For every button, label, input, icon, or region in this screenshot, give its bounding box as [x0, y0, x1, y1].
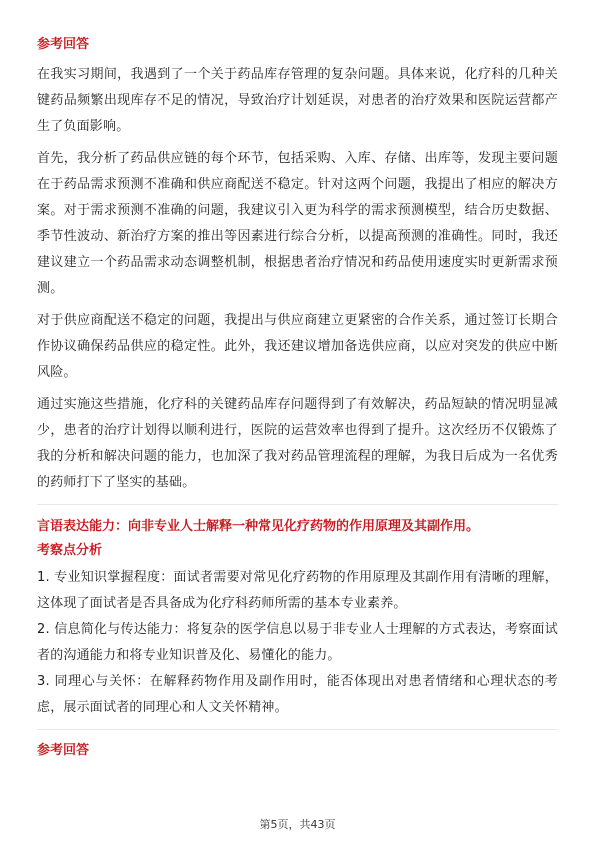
answer-paragraph: 在我实习期间，我遇到了一个关于药品库存管理的复杂问题。具体来说，化疗科的几种关键药品频繁出现库存不足的情况，导致治疗计划延误，对患者的治疗效果和医院运营都产生了负面影响。	[37, 67, 558, 134]
reference-answer-heading: 参考回答	[37, 743, 90, 758]
answer-paragraph: 通过实施这些措施，化疗科的关键药品库存问题得到了有效解决，药品短缺的情况明显减少，患者的治疗计划得以顺利进行，医院的运营效率也得到了提升。这次经历不仅锻炼了我的分析和解决问题的能力，也加深了我对药品管理流程的理解，为我日后成为一名优秀的药师打下了坚实的基础。	[37, 397, 558, 490]
analysis-heading: 考察点分析	[37, 543, 103, 558]
analysis-point: 2. 信息简化与传达能力：将复杂的医学信息以易于非专业人士理解的方式表达，考察面试者的沟通能力和将专业知识普及化、易懂化的能力。	[37, 622, 558, 663]
analysis-point: 3. 同理心与关怀：在解释药物作用及副作用时，能否体现出对患者情绪和心理状态的考虑，展示面试者的同理心和人文关怀精神。	[37, 674, 558, 715]
section-divider	[37, 729, 558, 730]
page-number: 第5页，共43页	[259, 818, 336, 831]
reference-answer-heading: 参考回答	[37, 37, 90, 52]
analysis-point: 1. 专业知识掌握程度：面试者需要对常见化疗药物的作用原理及其副作用有清晰的理解，这体现了面试者是否具备成为化疗科药师所需的基本专业素养。	[37, 570, 558, 611]
answer-paragraph: 对于供应商配送不稳定的问题，我提出与供应商建立更紧密的合作关系，通过签订长期合作协议确保药品供应的稳定性。此外，我还建议增加备选供应商，以应对突发的供应中断风险。	[37, 313, 558, 380]
answer-paragraph: 首先，我分析了药品供应链的每个环节，包括采购、入库、存储、出库等，发现主要问题在于药品需求预测不准确和供应商配送不稳定。针对这两个问题，我提出了相应的解决方案。对于需求预测不准确的问题，我建议引入更为科学的需求预测模型，结合历史数据、季节性波动、新治疗方案的推出等因素进行综合分析，以提高预测的准确性。同时，我还建议建立一个药品需求动态调整机制，根据患者治疗情况和药品使用速度实时更新需求预测。	[37, 151, 558, 296]
document-page	[37, 36, 558, 768]
question-title: 言语表达能力：向非专业人士解释一种常见化疗药物的作用原理及其副作用。	[37, 519, 480, 534]
section-divider	[37, 504, 558, 505]
